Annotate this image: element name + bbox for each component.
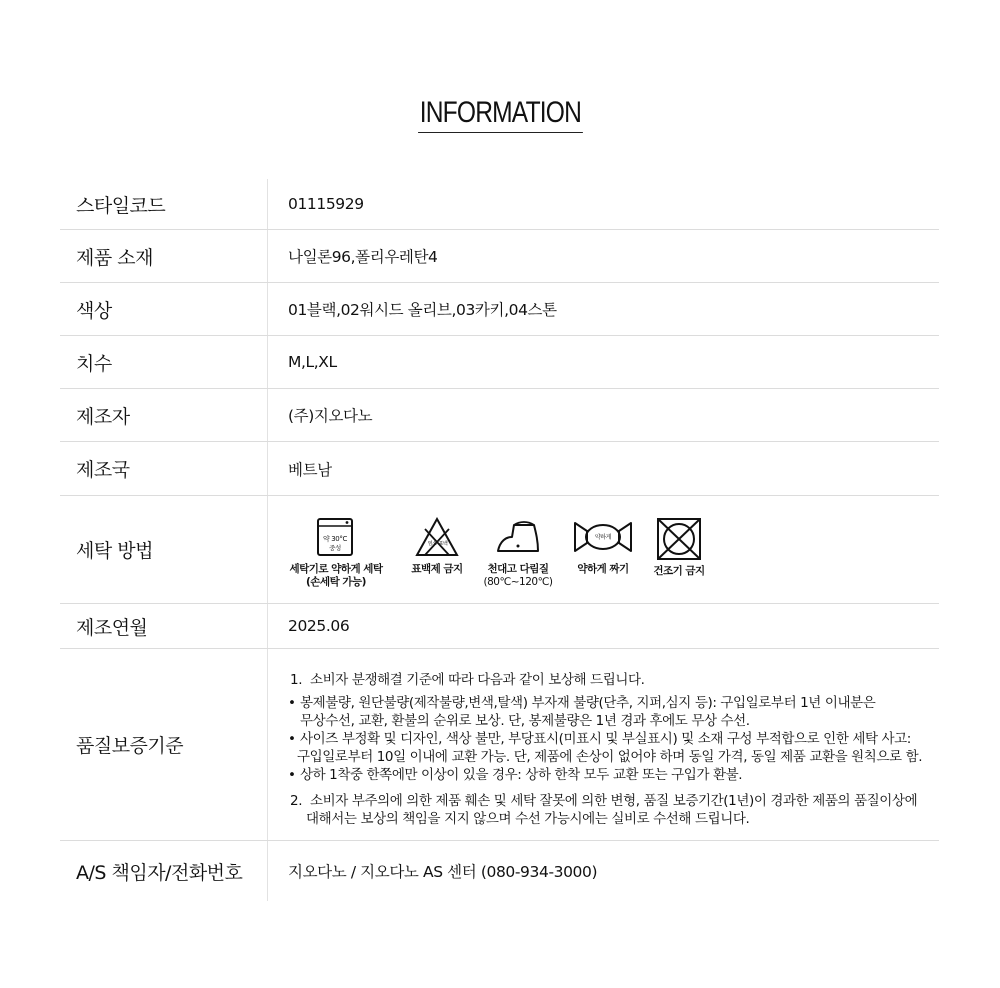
caption-line: 건조기 금지 (653, 564, 705, 577)
row-value: 베트남 (288, 460, 332, 479)
quality-bullet (288, 766, 939, 784)
quality-num: 2. (290, 793, 303, 809)
wring-text: 약하게 (594, 533, 612, 541)
wash-icons-cell (268, 496, 939, 603)
wring-gently-icon (573, 517, 633, 557)
row-label: 제조국 (60, 442, 268, 495)
row-label: A/S 책임자/전화번호 (60, 841, 268, 901)
row-quality (60, 649, 939, 841)
row-material (60, 230, 939, 283)
row-wash (60, 496, 939, 604)
quality-item (288, 671, 939, 689)
caption-line: 천대고 다림질 (487, 562, 549, 575)
row-country (60, 442, 939, 496)
wash-caption (411, 563, 462, 576)
caption-line: 세탁기로 약하게 세탁 (289, 562, 383, 575)
info-table (60, 179, 939, 901)
quality-text (268, 649, 939, 840)
row-label: 색상 (60, 283, 268, 335)
row-value: M,L,XL (288, 353, 337, 371)
quality-line: 구입일로부터 10일 이내에 교환 가능. 단, 제품에 손상이 없어야 하며 동일 가격, 동일 제품 교환을 원칙으로 함. (297, 749, 923, 765)
wash-item (568, 517, 638, 576)
row-label: 품질보증기준 (60, 649, 268, 840)
row-style-code (60, 179, 939, 230)
quality-line: 소비자 부주의에 의한 제품 훼손 및 세탁 잘못에 의한 변형, 품질 보증기간(1년)이 경과한 제품의 품질이상에 (310, 793, 918, 809)
quality-line: 무상수선, 교환, 환불의 순위로 보상. 단, 봉제불량은 1년 경과 후에도 무상 수선. (300, 713, 750, 729)
wash-caption (653, 565, 704, 578)
quality-line: 사이즈 부정확 및 디자인, 색상 불만, 부당표시(미표시 및 부실표시) 및 소재 구성 부적합으로 인한 세탁 사고: (300, 731, 911, 747)
bullet-dot: • (288, 731, 296, 747)
quality-num: 1. (290, 672, 303, 688)
quality-line: 소비자 분쟁해결 기준에 따라 다음과 같이 보상해 드립니다. (310, 672, 645, 688)
bleach-text: 표백 (438, 540, 448, 547)
bleach-text: 염소 (427, 540, 437, 547)
wash-item (284, 517, 388, 589)
row-label: 제조연월 (60, 604, 268, 648)
row-label: 제조자 (60, 389, 268, 441)
wash-caption (484, 563, 553, 589)
caption-line: (손세탁 가능) (306, 575, 366, 588)
bullet-dot: • (288, 695, 296, 711)
row-as (60, 841, 939, 901)
row-size (60, 336, 939, 389)
caption-line: 표백제 금지 (411, 562, 463, 575)
quality-bullet (288, 694, 939, 712)
row-value: 지오다노 / 지오다노 AS 센터 (080-934-3000) (288, 863, 598, 881)
wash-caption (289, 563, 382, 589)
quality-line: 대해서는 보상의 책임을 지지 않으며 수선 가능시에는 실비로 수선해 드립니다. (306, 811, 750, 827)
wash-item (480, 517, 556, 589)
iron-icon (494, 517, 542, 557)
quality-line: 봉제불량, 원단불량(제작불량,변색,탈색) 부자재 불량(단추, 지퍼,심지 등): 구입일로부터 1년 이내분은 (300, 695, 876, 711)
caption-line: (80℃~120℃) (483, 575, 553, 588)
no-tumble-dry-icon (656, 517, 702, 561)
caption-line: 약하게 짜기 (577, 562, 629, 575)
info-title-wrap (0, 96, 1000, 133)
row-label: 세탁 방법 (60, 496, 268, 603)
row-label: 스타일코드 (60, 179, 268, 229)
page-title: INFORMATION (418, 96, 583, 133)
quality-bullet (288, 730, 939, 748)
row-color (60, 283, 939, 336)
row-value: 2025.06 (288, 617, 350, 635)
row-value: 01115929 (288, 195, 364, 213)
row-date (60, 604, 939, 649)
wash-icons (282, 511, 728, 589)
row-value: 나일론96,폴리우레탄4 (288, 248, 438, 266)
row-label: 치수 (60, 336, 268, 388)
wash-item (406, 517, 468, 576)
row-value: (주)지오다노 (288, 407, 373, 425)
bullet-dot: • (288, 767, 296, 783)
wash-detergent-text: 중성 (329, 543, 341, 552)
wash-temp-text: 약 30°C (323, 534, 347, 543)
no-bleach-icon (415, 517, 459, 557)
quality-line: 상하 1착중 한쪽에만 이상이 있을 경우: 상하 한착 모두 교환 또는 구입가 환불. (300, 767, 743, 783)
row-label: 제품 소재 (60, 230, 268, 282)
wash-caption (577, 563, 628, 576)
row-maker (60, 389, 939, 442)
quality-item (288, 792, 939, 810)
washing-machine-icon (316, 517, 356, 557)
row-value: 01블랙,02워시드 올리브,03카키,04스톤 (288, 301, 557, 319)
wash-item (648, 517, 710, 578)
